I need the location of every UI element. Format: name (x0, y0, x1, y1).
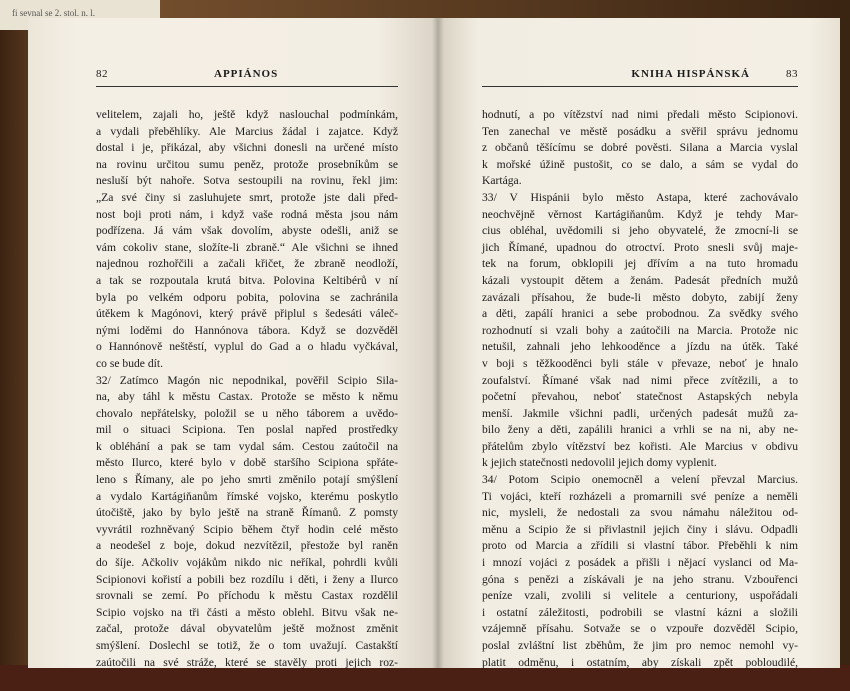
text-line: bilo ženy a děti, zapálili hranici a vrhli se na ni, aby ne- (482, 423, 798, 437)
book-spine-shadow (432, 18, 444, 668)
text-line: vzájemně přísahu. Sotvaže se o vzpouře dozvěděl Scipio, (482, 622, 798, 636)
text-line: byla po velkém odporu pobita, polovina se zachránila (96, 290, 398, 304)
text-line: Ten zanechal ve městě posádku a svěřil správu jednomu (482, 124, 798, 138)
text-line: zoufalství. Římané však nad nimi přece zvítězili, a to (482, 373, 798, 387)
text-line: proto od Marcia a zřídili si vlastní tábor. Přeběhli k nim (482, 539, 798, 553)
text-line: a děti, zapálí hranici a sebe probodnou. Za svědky svého (482, 307, 798, 321)
text-line: i ostatní záležitosti, podrobili se vlastní kázni a složili (482, 605, 798, 619)
text-line: zavázali přísahou, že bude-li město dobyto, zabijí ženy (482, 290, 798, 304)
text-line: srovnali se zemí. Po příchodu k městu Castax rozdělil (96, 589, 398, 603)
text-line: vyvrátil rozhněvaný Scipio během čtyř hodin celé město (96, 522, 398, 536)
text-line: mil o situaci Scipiona. Ten poslal napřed prostředky (96, 423, 398, 437)
text-line: najednou rozhořčili a začali křičet, že zbraně neodloží, (96, 257, 398, 271)
left-page-text (96, 107, 398, 671)
text-line: na, aby táhl k městu Castax. Protože se město k němu (96, 390, 398, 404)
open-book (28, 18, 840, 668)
text-line: na rovinu určitou sumu peněz, protože prosebníkům se (96, 157, 398, 171)
text-line: tek na forum, obklopili jej dřívím a na tuto hromadu (482, 257, 798, 271)
text-line: podřízena. Já vám však dovolím, abyste odešli, aniž se (96, 224, 398, 238)
text-line: z občanů těšícímu se dobré pověsti. Silana a Marcia vyslal (482, 141, 798, 155)
left-page-number: 82 (96, 68, 108, 80)
text-line: o Hannónově neštěstí, vyplul do Gad a o hladu vyčkával, (96, 340, 398, 354)
text-line: dostal i je, přikázal, aby všichni donesli na určené místo (96, 141, 398, 155)
text-line: početní převahou, neboť statečnost Astapských nebyla (482, 390, 798, 404)
left-header-rule (96, 86, 398, 87)
text-line: neochvějně věrnost Kartágiňanům. Když je tehdy Mar- (482, 207, 798, 221)
text-line: a neodešel z boje, dokud nezvítězil, přestože byl raněn (96, 539, 398, 553)
right-page (438, 18, 840, 668)
right-header-rule (482, 86, 798, 87)
text-line: zaútočili na své stráže, které se stavěly proti jejich roz- (96, 655, 398, 669)
text-line: leno s Římany, ale po jeho smrti změnilo potají smýšlení (96, 473, 398, 487)
right-page-header (482, 68, 798, 84)
text-line: nesluší být nahoře. Sotva sestoupili na rovinu, řekl jim: (96, 174, 398, 188)
text-line: nost boji proti nám, i když vaše rodná města jsou nám (96, 207, 398, 221)
text-line: chovalo nepřátelsky, položil se u něho táborem a uvědo- (96, 406, 398, 420)
text-line: „Za své činy si zasluhujete smrt, protože jste dali před- (96, 190, 398, 204)
text-line: velitelem, zajali ho, ještě když naslouchal podmínkám, (96, 108, 398, 121)
text-line: k mořské úžině pustošit, co se dalo, a sám se vydal do (482, 157, 798, 171)
text-line: a vydali přeběhlíky. Ale Marcius žádal i zajatce. Když (96, 124, 398, 138)
text-line: útočiště, jako by bylo ještě na straně Římanů. Z pomsty (96, 506, 398, 520)
text-line: menší. Jakmile všichni padli, určených padesát mužů za- (482, 406, 798, 420)
text-line: i mnozí vojáci z posádek a přišli i nějací vyslanci od Ma- (482, 556, 798, 570)
text-line: 32/ Zatímco Magón nic nepodnikal, pověřil Scipio Sila- (96, 373, 398, 387)
slip-text: fi sevnal se 2. stol. n. l. (12, 8, 95, 18)
text-line: Scipionovi kořistí a pobili bez rozdílu i děti, i ženy a Ilurco (96, 572, 398, 586)
text-line: město Ilurco, které bylo v době staršího Scipiona spřáte- (96, 456, 398, 470)
text-line: peníze vzali, zvolili si velitele a centuriony, uspořádali (482, 589, 798, 603)
text-line: a tak se rozpoutala krutá bitva. Polovina Keltibérů v ní (96, 273, 398, 287)
right-page-number: 83 (786, 68, 798, 80)
text-line: hodnutí, a po vítězství nad nimi předali město Scipionovi. (482, 108, 798, 121)
text-line: vám cokoliv stane, složíte-li zbraně.“ Ale všichni se ihned (96, 240, 398, 254)
left-running-head: APPIÁNOS (214, 68, 279, 80)
text-line: Scipio vojsko na tři části a město oblehl. Bitvu však ne- (96, 605, 398, 619)
text-line: Kartága. (482, 174, 522, 188)
text-line: netušil, zahnali jeho lehkooděnce a jízdu na útěk. Také (482, 340, 798, 354)
text-line: a vydalo Kartágiňanům římské vojsko, kterému poskytlo (96, 489, 398, 503)
text-line: měnu a Scipio že si přivlastnil jejich činy i slávu. Odpadli (482, 522, 798, 536)
text-line: nic, mysleli, že nedostali za svou námahu náležitou od- (482, 506, 798, 520)
text-line: k obléhání a pak se tam vydal sám. Cestou zaútočil na (96, 439, 398, 453)
text-line: začal, protože dával obyvatelům ještě možnost změnit (96, 622, 398, 636)
right-page-text (482, 107, 798, 671)
text-line: 34/ Potom Scipio onemocněl a velení převzal Marcius. (482, 473, 798, 487)
text-line: k jejich statečnosti nedovolil jejich domy vyplenit. (482, 456, 717, 470)
text-line: smýšlení. Doslechl se totiž, že o tom uvažují. Castakští (96, 639, 398, 652)
text-line: cius obléhal, uvědomili si jeho obyvatelé, že zmocní-li se (482, 224, 798, 238)
text-line: útěkem k Magónovi, který právě připlul s šedesáti váleč- (96, 307, 398, 321)
text-line: kázali vystoupit dětem a ženám. Padesát předních mužů (482, 273, 798, 287)
text-line: co se bude dít. (96, 356, 163, 370)
text-line: 33/ V Hispánii bylo město Astapa, které zachovávalo (482, 190, 798, 204)
text-line: platit odměnu, i ostatním, aby získali zpět pobloudilé, (482, 655, 798, 669)
text-line: góna s penězi a získávali je na jeho stranu. Vzbouřenci (482, 572, 798, 586)
text-line: přátelům zbylo vítězství bez kořisti. Ale Marcius v obdivu (482, 439, 798, 453)
text-line: v boji s těžkooděnci byli stále v převaze, neboť je hnalo (482, 356, 798, 370)
text-line: do šíje. Ačkoliv vojákům nikdo nic neříkal, pohrdli kvůli (96, 556, 398, 570)
text-line: rozhodnutí si vzali bohy a zaútočili na Marcia. Protože nic (482, 323, 798, 337)
text-line: poslal zvláštní list zběhům, že jim pro nemoc nemohl vy- (482, 639, 798, 652)
text-line: jich Římané, upadnou do otroctví. Proto snesli svůj maje- (482, 240, 798, 254)
left-page-header (96, 68, 398, 84)
right-running-head: KNIHA HISPÁNSKÁ (631, 68, 750, 80)
text-line: Ti vojáci, kteří rozházeli a promarnili své peníze a neměli (482, 489, 798, 503)
left-page (28, 18, 438, 668)
text-line: nými loděmi do Hannónova tábora. Když se dozvěděl (96, 323, 398, 337)
